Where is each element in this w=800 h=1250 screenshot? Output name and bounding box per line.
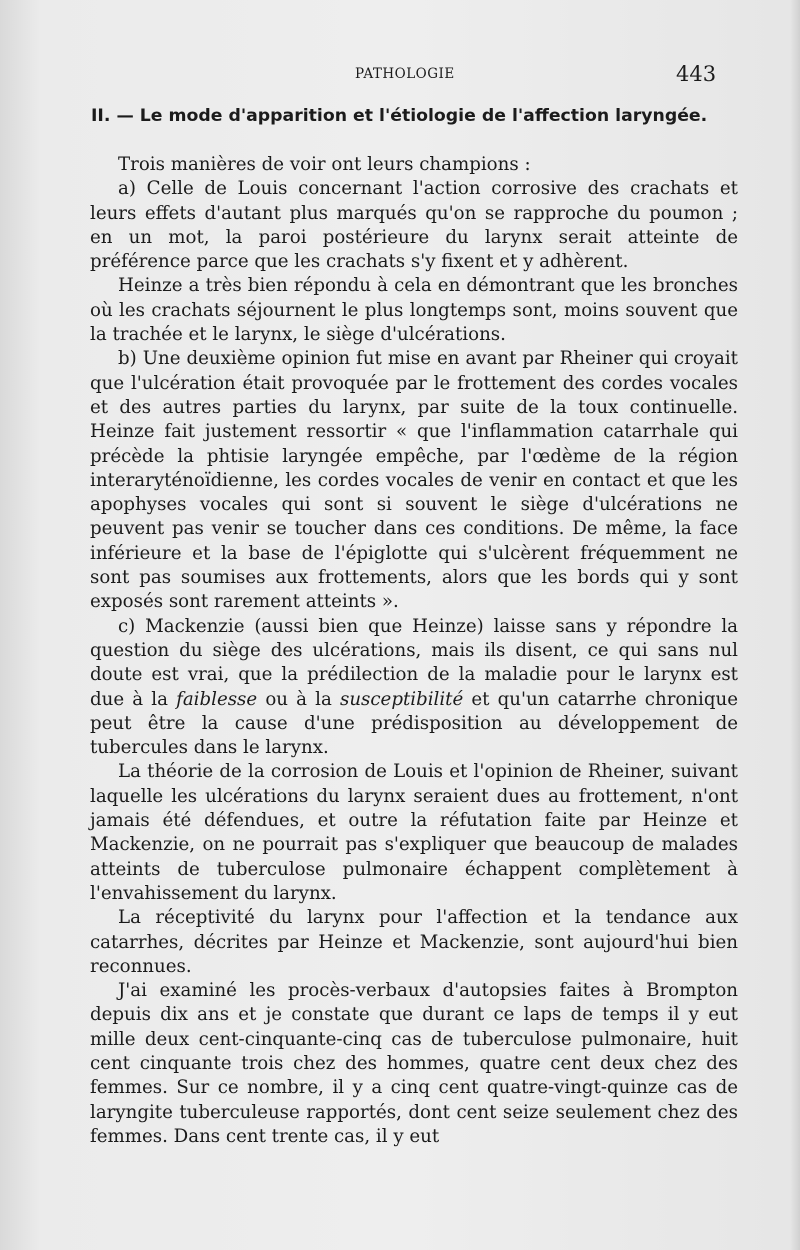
paragraph-c-mackenzie: c) Mackenzie (aussi bien que Heinze) laisse sans y répondre la question du siège des ulcérations, mais ils disent, ce qui sans nul doute est vrai, que la prédilection de la maladie pour le larynx est due à la faiblesse ou à la susceptibilité et qu'un catarrhe chronique peut être la cause d'une prédisposition au développement de tubercules dans le larynx.: [90, 615, 738, 759]
page-header: [0, 62, 800, 92]
paragraph-b-rheiner: b) Une deuxième opinion fut mise en avant par Rheiner qui croyait que l'ulcération était provoquée par le frottement des cordes vocales et des autres parties du larynx, par suite de la toux continuelle. Heinze fait justement ressortir « que l'inflammation catarrhale qui précède la phtisie laryngée empêche, par l'œdème de la région interaryténoïdienne, les cordes vocales de venir en contact et que les apophyses vocales qui sont si souvent le siège d'ulcérations ne peuvent pas venir se toucher dans ces conditions. De même, la face inférieure et la base de l'épiglotte qui s'ulcèrent fréquemment ne sont pas soumises aux frottements, alors que les bords qui y sont exposés sont rarement atteints ».: [90, 348, 738, 613]
emphasis-susceptibilite: susceptibilité: [339, 688, 464, 710]
paragraph-brompton-autopsies: J'ai examiné les procès-verbaux d'autopsies faites à Brompton depuis dix ans et je constate que durant ce laps de temps il y eut mille deux cent-cinquante-cinq cas de tuberculose pulmonaire, huit cent cinquante trois chez des hommes, quatre cent deux chez des femmes. Sur ce nombre, il y a cinq cent quatre-vingt-quinze cas de laryngite tuberculeuse rapportés, dont cent seize seulement chez des femmes. Dans cent trente cas, il y eut: [90, 980, 738, 1147]
paragraph-a-louis: a) Celle de Louis concernant l'action corrosive des crachats et leurs effets d'autant plus marqués qu'on se rapproche du poumon ; en un mot, la paroi postérieure du larynx serait atteinte de préférence parce que les crachats s'y fixent et y adhèrent.: [90, 178, 738, 273]
body-text: [90, 153, 738, 1149]
paragraph-heinze-reply: Heinze a très bien répondu à cela en démontrant que les bronches où les crachats séjournent le plus longtemps sont, moins souvent que la trachée et le larynx, le siège d'ulcérations.: [90, 275, 738, 346]
page-number: 443: [676, 62, 717, 86]
section-title: II. — Le mode d'apparition et l'étiologie de l'affection laryngée.: [91, 106, 708, 126]
paragraph-intro: Trois manières de voir ont leurs champions :: [118, 154, 531, 175]
emphasis-faiblesse: faiblesse: [176, 688, 258, 710]
paragraph-receptivity: La réceptivité du larynx pour l'affection et la tendance aux catarrhes, décrites par Heinze et Mackenzie, sont aujourd'hui bien reconnues.: [90, 907, 738, 977]
running-title: PATHOLOGIE: [355, 66, 455, 82]
paragraph-corrosion-theory: La théorie de la corrosion de Louis et l'opinion de Rheiner, suivant laquelle les ulcérations du larynx seraient dues au frottement, n'ont jamais été défendues, et outre la réfutation faite par Heinze et Mackenzie, on ne pourrait pas s'expliquer que beaucoup de malades atteints de tuberculose pulmonaire échappent complètement à l'envahissement du larynx.: [90, 761, 738, 904]
